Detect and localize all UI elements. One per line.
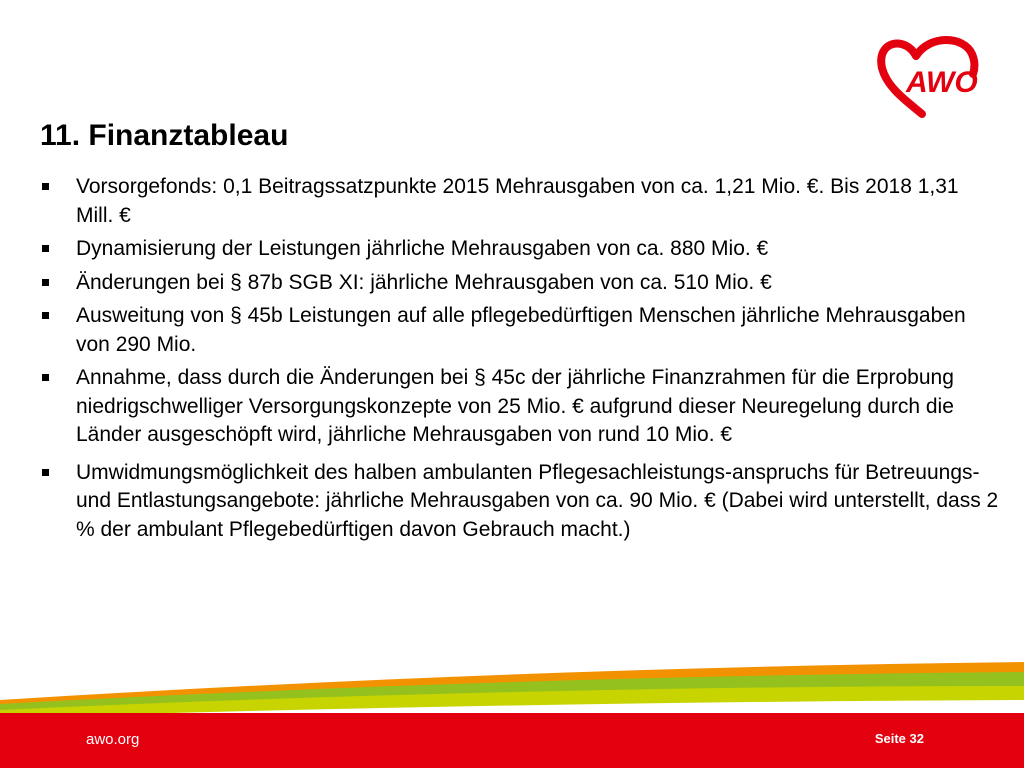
bullet-text: Ausweitung von § 45b Leistungen auf alle pflegebedürftigen Menschen jährliche Mehrausgaben von 290 Mio. — [76, 304, 966, 356]
bullet-list — [40, 173, 1000, 553]
bullet-text: Umwidmungsmöglichkeit des halben ambulanten Pflegesachleistungs-anspruchs für Betreuungs- und Entlastungsangebote: jährliche Mehrausgaben von ca. 90 Mio. € (Dabei wird unterstellt, dass 2 % der ambulant Pflegebedürftigen davon Gebrauch macht.) — [76, 460, 999, 541]
bullet-item-87b — [40, 269, 1000, 298]
square-bullet-icon — [42, 183, 49, 190]
bullet-item-45b — [40, 302, 1000, 359]
page-number: Seite 32 — [874, 731, 924, 746]
square-bullet-icon — [42, 245, 49, 252]
bullet-text: Annahme, dass durch die Änderungen bei § 45c der jährliche Finanzrahmen für die Erprobung niedrigschwelliger Versorgungskonzepte von 25 Mio. € aufgrund dieser Neuregelung durch die Länder ausgeschöpft wird, jährliche Mehrausgaben von rund 10 Mio. € — [76, 366, 954, 446]
square-bullet-icon — [42, 312, 49, 319]
square-bullet-icon — [42, 374, 49, 381]
bullet-text: Dynamisierung der Leistungen jährliche Mehrausgaben von ca. 880 Mio. € — [76, 237, 769, 260]
bullet-item-umwidmung — [40, 459, 1000, 545]
awo-logo — [872, 30, 990, 118]
square-bullet-icon — [42, 469, 49, 476]
square-bullet-icon — [42, 279, 49, 286]
bullet-item-45c — [40, 364, 1000, 450]
footer-site-link[interactable]: awo.org — [86, 731, 140, 748]
bullet-text: Änderungen bei § 87b SGB XI: jährliche Mehrausgaben von ca. 510 Mio. € — [76, 270, 772, 294]
bullet-item-vorsorgefonds — [40, 173, 1000, 230]
logo-text: AWO — [906, 66, 978, 99]
bullet-text: Vorsorgefonds: 0,1 Beitragssatzpunkte 2015 Mehrausgaben von ca. 1,21 Mio. €. Bis 2018 1,31 Mill. € — [76, 175, 959, 227]
footer-bar — [0, 713, 1024, 768]
bullet-item-dynamisierung — [40, 235, 1000, 264]
slide-title: 11. Finanztableau — [40, 119, 289, 152]
